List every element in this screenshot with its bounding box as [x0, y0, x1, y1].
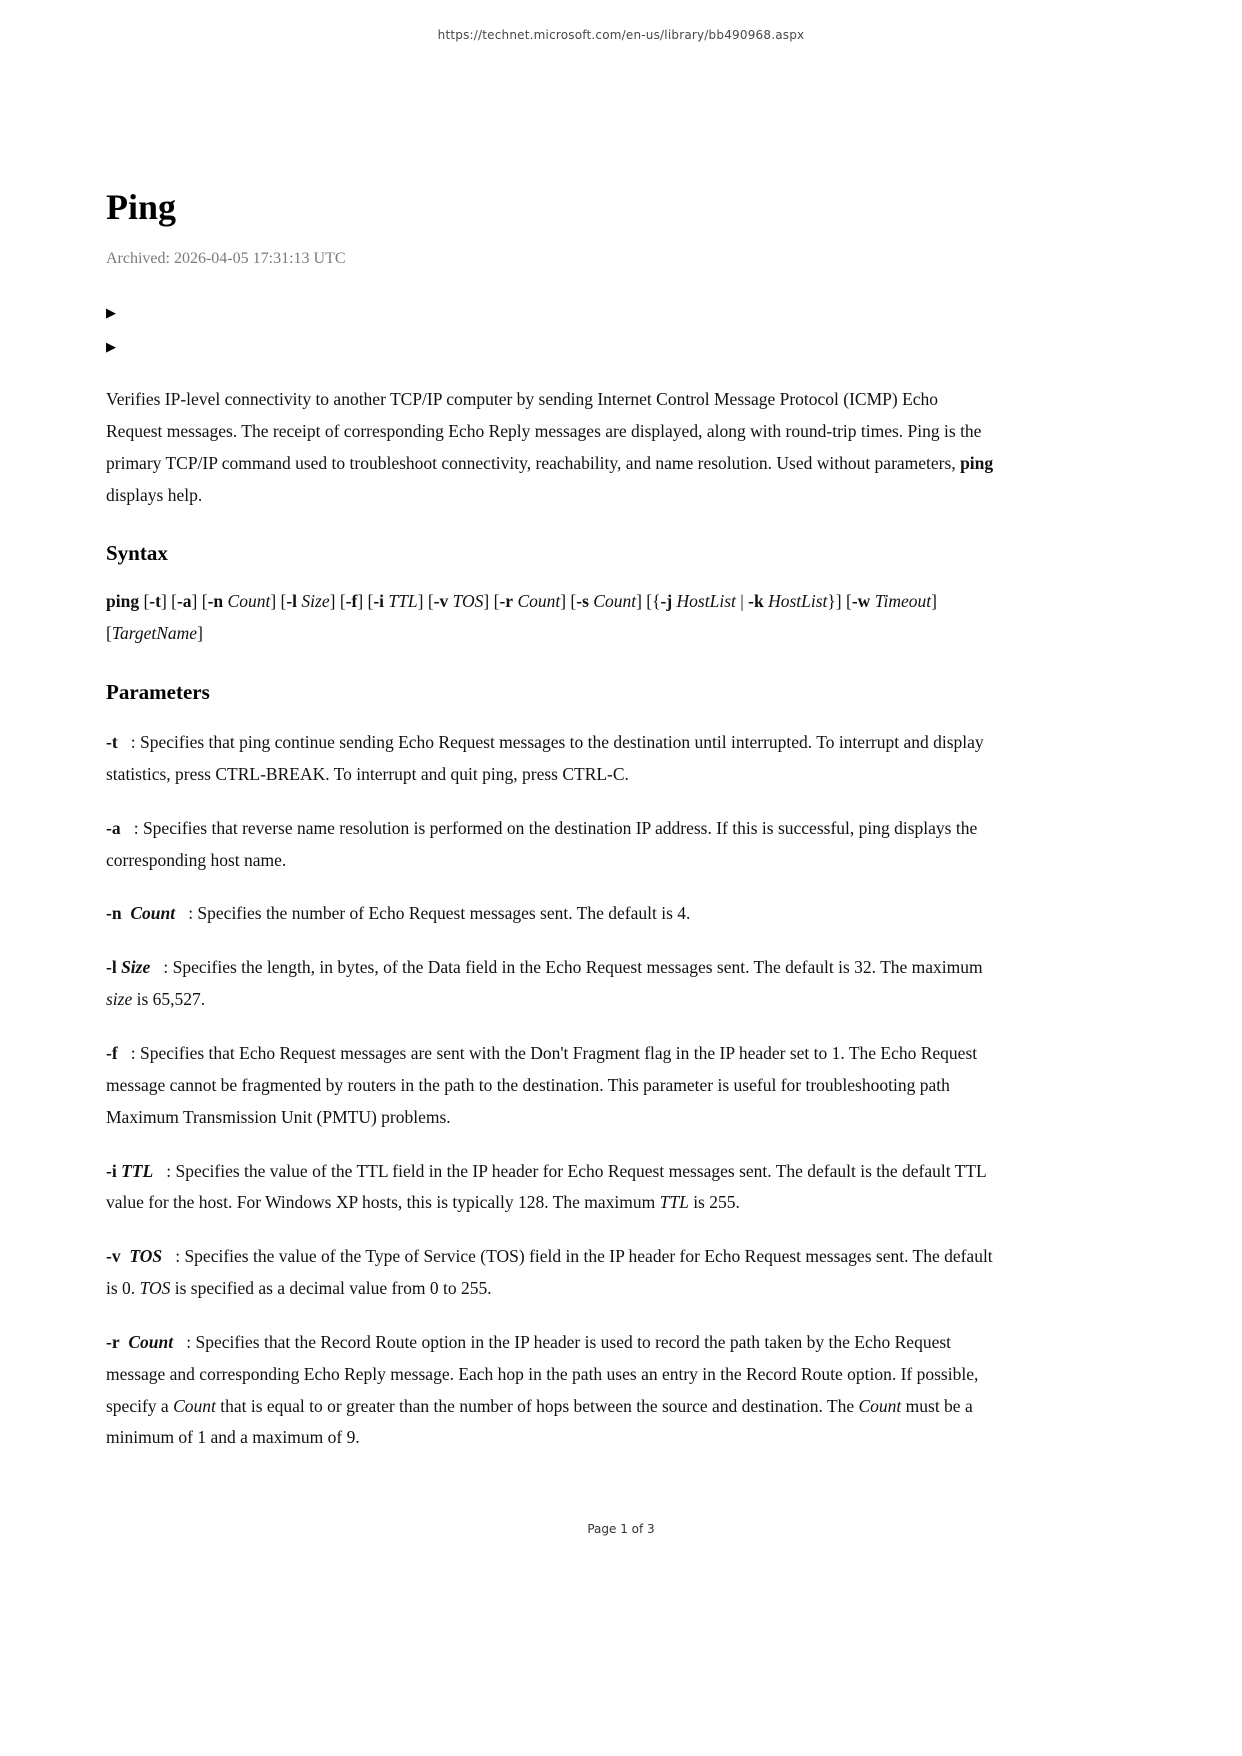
parameter-item-n: -n Count : Specifies the number of Echo Request messages sent. The default is 4. — [106, 903, 691, 924]
expander-arrow-icon: ▶ — [106, 305, 116, 321]
document-content — [106, 0, 998, 1454]
syntax-heading: Syntax — [106, 541, 168, 566]
intro-paragraph: Verifies IP-level connectivity to another TCP/IP computer by sending Internet Control Message Protocol (ICMP) Echo Request messages. The receipt of corresponding Echo Reply messages are displayed, along with round-trip times. Ping is the primary TCP/IP command used to troubleshoot connectivity, reachability, and name resolution. Used without parameters, ping displays help. — [106, 389, 994, 505]
parameters-heading: Parameters — [106, 680, 210, 705]
parameter-item-t: -t : Specifies that ping continue sending Echo Request messages to the destination until interrupted. To interrupt and display statistics, press CTRL-BREAK. To interrupt and quit ping, press CTRL-C. — [106, 732, 984, 784]
expander-group — [106, 296, 998, 364]
parameter-item-r: -r Count : Specifies that the Record Route option in the IP header is used to record the path taken by the Echo Request message and corresponding Echo Reply message. Each hop in the path uses an entry in the Record Route option. If possible, specify a Count that is equal to or greater than the number of hops between the source and destination. The Count must be a minimum of 1 and a maximum of 9. — [106, 1331, 979, 1448]
parameter-item-a: -a : Specifies that reverse name resolution is performed on the destination IP address. If this is successful, ping displays the corresponding host name. — [106, 817, 978, 870]
parameter-item-i: -i TTL : Specifies the value of the TTL field in the IP header for Echo Request messages sent. The default is the default TTL value for the host. For Windows XP hosts, this is typically 128. The maximum TTL is 255. — [106, 1160, 987, 1213]
page-title: Ping — [106, 187, 177, 227]
parameter-item-f: -f : Specifies that Echo Request messages are sent with the Don't Fragment flag in the IP header set to 1. The Echo Request message cannot be fragmented by routers in the path to the destination. This parameter is useful for troubleshooting path Maximum Transmission Unit (PMTU) problems. — [106, 1042, 978, 1127]
expander-arrow-icon: ▶ — [106, 339, 116, 355]
page-footer: Page 1 of 3 — [587, 1522, 655, 1536]
page-url: https://technet.microsoft.com/en-us/library/bb490968.aspx — [437, 28, 805, 42]
archived-timestamp: Archived: 2026-04-05 17:31:13 UTC — [106, 250, 346, 267]
parameter-item-v: -v TOS : Specifies the value of the Type of Service (TOS) field in the IP header for Echo Request messages sent. The default is 0. TOS is specified as a decimal value from 0 to 255. — [106, 1246, 993, 1299]
expander-toggle-1[interactable] — [106, 296, 130, 330]
expander-toggle-2[interactable] — [106, 330, 130, 364]
parameter-item-l: -l Size : Specifies the length, in bytes, of the Data field in the Echo Request messages sent. The default is 32. The maximum size is 65,527. — [106, 957, 983, 1010]
syntax-line: ping [-t] [-a] [-n Count] [-l Size] [-f] [-i TTL] [-v TOS] [-r Count] [-s Count] [{-j HostList | -k HostList}] [-w Timeout] [TargetName] — [106, 591, 937, 644]
